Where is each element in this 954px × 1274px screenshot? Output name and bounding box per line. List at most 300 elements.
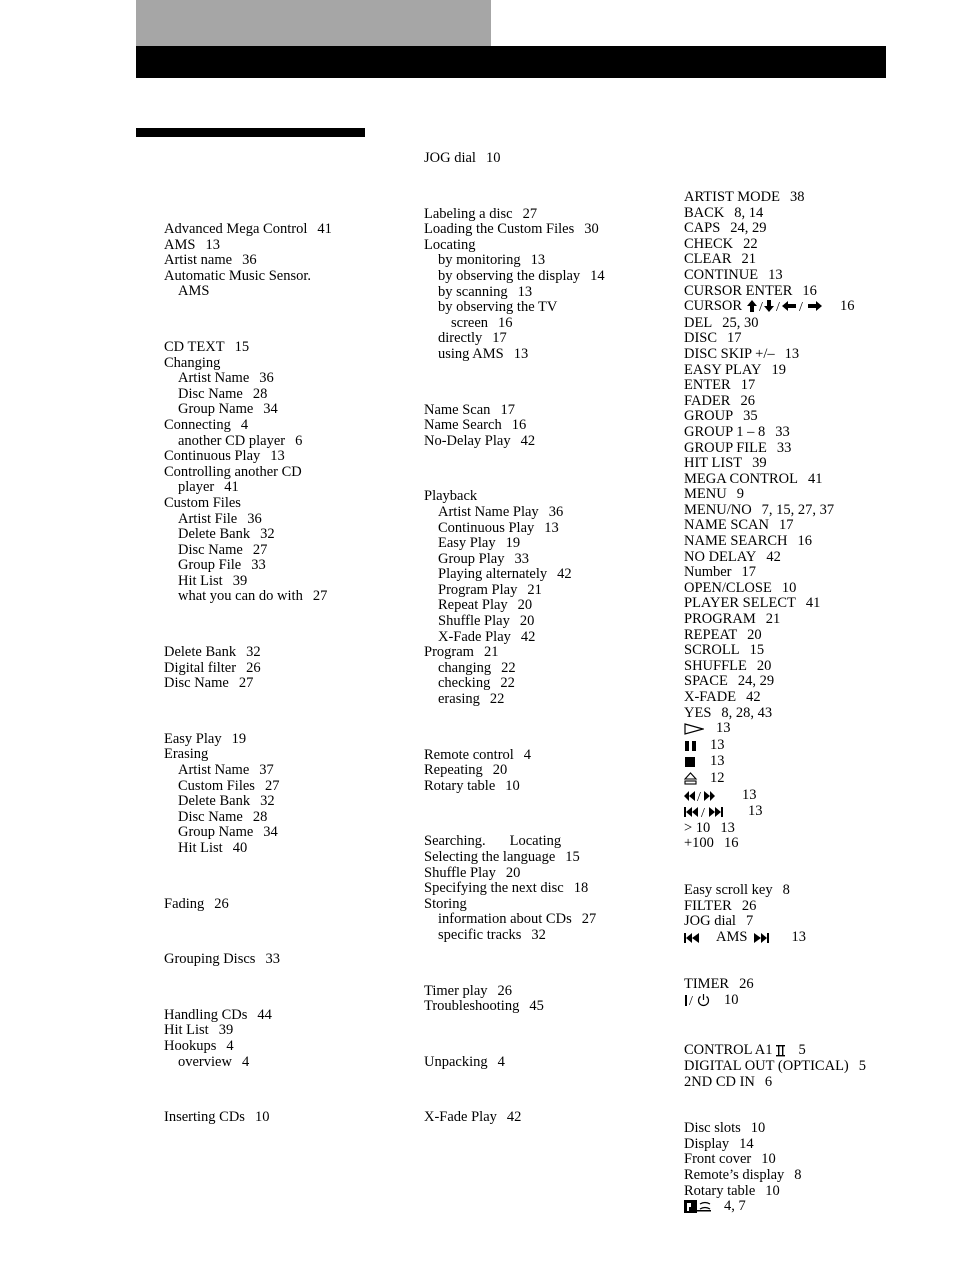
index-term: Playback xyxy=(424,488,478,505)
index-entry-player-select xyxy=(684,596,949,612)
index-entry-another-cd-player xyxy=(164,434,414,450)
index-term: REPEAT xyxy=(684,626,738,643)
index-entry-back xyxy=(684,206,949,222)
index-entry-program xyxy=(424,645,674,661)
index-group-u xyxy=(424,1055,674,1071)
index-term: FILTER xyxy=(684,897,732,914)
index-entry-hit-list xyxy=(164,841,414,857)
index-entry-jog-dial xyxy=(684,914,949,930)
index-term: Erasing xyxy=(164,746,209,763)
index-entry-timer-play xyxy=(424,984,674,1000)
index-term: CHECK xyxy=(684,235,734,252)
index-page-number: 6 xyxy=(295,432,303,449)
index-entry-group-play xyxy=(424,552,674,568)
index-term: Program xyxy=(424,644,474,661)
index-term: NAME SCAN xyxy=(684,517,769,534)
index-term: Locating xyxy=(424,236,476,253)
index-term: erasing xyxy=(438,691,480,708)
index-term: Hit List xyxy=(178,572,223,589)
index-entry-cursor-enter xyxy=(684,284,949,300)
index-entry-labeling-a-disc xyxy=(424,207,674,223)
control-a1-icon xyxy=(776,1044,786,1060)
index-entry-by-scanning xyxy=(424,285,674,301)
index-entry-remote-s-display xyxy=(684,1168,949,1184)
index-term: overview xyxy=(178,1053,232,1070)
index-term: what you can do with xyxy=(178,588,303,605)
index-entry-number xyxy=(684,565,949,581)
index-page-number: 4 xyxy=(240,416,249,433)
index-page-number: 10 xyxy=(485,150,501,166)
index-entry-easy-play xyxy=(424,536,674,552)
index-entry-clear xyxy=(684,252,949,268)
index-entry-fading xyxy=(164,897,414,913)
index-page-number: 13 xyxy=(716,720,731,737)
index-page-number: 30 xyxy=(584,221,599,238)
index-term: SPACE xyxy=(684,673,728,690)
index-entry-delete-bank xyxy=(164,645,414,661)
index-page-number: 4 xyxy=(241,1053,250,1070)
index-page-number: 19 xyxy=(505,535,521,552)
index-page-number: 10 xyxy=(254,1109,270,1126)
index-group-j xyxy=(424,151,674,167)
index-page-number: 34 xyxy=(263,824,278,841)
index-term: Group Play xyxy=(438,550,505,567)
index-entry-playback xyxy=(424,489,674,505)
index-page-number: 17 xyxy=(740,377,756,394)
index-page-number: 13 xyxy=(517,283,533,300)
index-term: by scanning xyxy=(438,283,508,300)
index-page-number: 21 xyxy=(483,644,499,661)
index-term: specific tracks xyxy=(438,926,522,943)
index-entry-name-search xyxy=(684,534,949,550)
index-entry-repeating xyxy=(424,763,674,779)
index-entry-disc-name xyxy=(164,810,414,826)
index-entry-prev-next-icon xyxy=(684,804,949,821)
index-column-3 xyxy=(684,190,949,1216)
index-term: Automatic Music Sensor. xyxy=(164,267,312,284)
index-entry-continue xyxy=(684,268,949,284)
index-column-2 xyxy=(424,151,674,1126)
index-term: AMS xyxy=(164,236,196,253)
index-entry-cd-text xyxy=(164,340,414,356)
index-term: Playing alternately xyxy=(438,566,548,583)
index-page-number: 28 xyxy=(252,385,268,402)
index-page-number: 13 xyxy=(530,252,546,269)
index-page-number: 13 xyxy=(205,236,220,253)
index-page-number: 14 xyxy=(739,1135,754,1152)
index-term: Easy scroll key xyxy=(684,881,773,898)
index-entry-custom-files xyxy=(164,779,414,795)
index-term: X-Fade Play xyxy=(438,628,511,645)
index-group-l xyxy=(424,207,674,363)
index-entry-selecting-the-language xyxy=(424,850,674,866)
index-page-number: 13 xyxy=(791,928,806,945)
index-entry-hit-list xyxy=(164,574,414,590)
index-entry-continuous-play xyxy=(424,521,674,537)
index-term: Grouping Discs xyxy=(164,951,256,968)
index-page-number: 10 xyxy=(750,1120,766,1137)
index-page-number: 16 xyxy=(797,533,813,550)
cursor-arrows-icon xyxy=(746,299,828,316)
index-page-number: 8, 14 xyxy=(734,204,764,221)
index-group-f xyxy=(164,897,414,913)
index-term: JOG dial xyxy=(684,913,736,930)
index-term: CURSOR ENTER xyxy=(684,282,793,299)
index-page-number: 13 xyxy=(768,266,783,283)
index-entry-enter xyxy=(684,378,949,394)
index-page-number: 41 xyxy=(805,595,821,612)
index-term: YES xyxy=(684,704,712,721)
index-page-number: 42 xyxy=(746,689,761,705)
index-entry-storing xyxy=(424,897,674,913)
index-term: GROUP 1 – 8 xyxy=(684,423,766,440)
index-term: CONTINUE xyxy=(684,266,759,283)
index-entry-automatic-music-sensor xyxy=(164,269,414,285)
stop-icon xyxy=(684,755,698,771)
index-term: > 10 xyxy=(684,819,711,836)
index-page-number: 17 xyxy=(741,564,757,581)
index-entry-checking xyxy=(424,676,674,692)
index-entry-open-close xyxy=(684,581,949,597)
index-term: Remote’s display xyxy=(684,1167,785,1184)
index-page-number: 13 xyxy=(710,736,725,753)
index-page-number: 9 xyxy=(736,486,744,503)
index-page-number: 35 xyxy=(743,408,758,425)
index-entry-rotary-table xyxy=(424,779,674,795)
index-term: Shuffle Play xyxy=(438,613,510,630)
prev-next-icon xyxy=(684,805,736,821)
index-page-number: 21 xyxy=(527,581,542,598)
index-term: by observing the TV xyxy=(438,299,558,316)
next-track-icon xyxy=(753,931,779,947)
index-page-number: 24, 29 xyxy=(737,673,775,690)
eject-icon xyxy=(684,772,698,788)
index-entry-program-play xyxy=(424,583,674,599)
index-page-number: 13 xyxy=(720,819,735,836)
index-term: Rotary table xyxy=(684,1182,756,1199)
index-entry-menu-no xyxy=(684,503,949,519)
index-term: Delete Bank xyxy=(164,644,237,661)
index-term: Disc Name xyxy=(178,385,243,402)
index-term: Unpacking xyxy=(424,1053,488,1070)
remote-sensor-icon xyxy=(684,1200,712,1216)
index-entry-specifying-the-next-disc xyxy=(424,881,674,897)
index-entry-custom-files xyxy=(164,496,414,512)
index-group-g xyxy=(164,952,414,968)
index-group-p xyxy=(424,489,674,707)
index-term: EASY PLAY xyxy=(684,361,762,378)
index-term: Handling CDs xyxy=(164,1006,248,1023)
index-entry-artist-name xyxy=(164,253,414,269)
index-entry-playing-alternately xyxy=(424,567,674,583)
header-black-bar xyxy=(136,46,886,78)
index-term: SCROLL xyxy=(684,642,740,659)
index-entry-group-name xyxy=(164,402,414,418)
index-page-number: 39 xyxy=(218,1022,234,1039)
index-page-number: 24, 29 xyxy=(730,220,767,237)
index-term: Disc slots xyxy=(684,1120,741,1137)
index-entry-disc-name xyxy=(164,543,414,559)
index-entry-menu xyxy=(684,487,949,503)
index-page-number: 19 xyxy=(771,361,786,378)
index-entry-delete-bank xyxy=(164,527,414,543)
index-term: BACK xyxy=(684,204,725,221)
index-page-number: 4 xyxy=(226,1037,234,1054)
index-term: Controlling another CD xyxy=(164,463,302,480)
index-entry-x-fade-play xyxy=(424,1110,674,1126)
index-page-number: 16 xyxy=(511,417,527,434)
index-term: Changing xyxy=(164,354,221,371)
index-page-number: 4 xyxy=(523,746,532,763)
index-page-number: 27 xyxy=(522,205,538,222)
index-term: MENU/NO xyxy=(684,501,752,518)
index-entry-loading-the-custom-files xyxy=(424,222,674,238)
index-term: CLEAR xyxy=(684,251,732,268)
index-page-number: 21 xyxy=(765,611,781,628)
index-term: NAME SEARCH xyxy=(684,533,788,550)
pause-icon xyxy=(684,739,698,755)
svg-text:/: / xyxy=(689,993,693,1007)
index-term: Easy Play xyxy=(164,730,222,747)
index-page-number: 8, 28, 43 xyxy=(721,704,773,721)
index-term: +100 xyxy=(684,835,714,852)
index-entry-ams xyxy=(164,284,414,300)
index-term: Labeling a disc xyxy=(424,205,513,222)
index-group-e xyxy=(164,732,414,857)
index-page-number: 15 xyxy=(234,338,250,355)
index-page-number: 39 xyxy=(752,455,767,472)
index-term: Selecting the language xyxy=(424,849,556,865)
play-icon xyxy=(684,722,704,738)
index-page-number: 27 xyxy=(252,541,268,558)
index-entry-artist-mode xyxy=(684,190,949,206)
index-page-number: 36 xyxy=(259,370,274,387)
index-term: Advanced Mega Control xyxy=(164,221,308,237)
index-entry-changing xyxy=(164,356,414,372)
index-page-number: 16 xyxy=(498,314,513,331)
index-page-number: 13 xyxy=(544,519,559,536)
index-term: player xyxy=(178,479,215,496)
index-term: PLAYER SELECT xyxy=(684,595,796,612)
index-entry-overview xyxy=(164,1055,414,1071)
index-page-number: 41 xyxy=(317,221,332,237)
index-term: Continuous Play xyxy=(438,519,535,536)
index-page-number: 17 xyxy=(492,330,507,347)
index-page-number: 14 xyxy=(590,267,605,284)
index-term: directly xyxy=(438,330,483,347)
index-page-number: 20 xyxy=(747,626,762,643)
index-term: screen xyxy=(451,314,489,331)
index-group-t xyxy=(424,984,674,1015)
index-term: Hit List xyxy=(164,1022,209,1039)
index-page-number: 40 xyxy=(232,840,248,856)
index-term: Shuffle Play xyxy=(424,864,496,881)
index-entry-disc xyxy=(684,331,949,347)
index-entry-play-icon xyxy=(684,721,949,738)
index-page-number: 20 xyxy=(505,864,521,881)
index-entry-what-you-can-do-with xyxy=(164,589,414,605)
index-term: Disc Name xyxy=(178,541,243,558)
index-page-number: 10 xyxy=(765,1182,780,1199)
index-term: another CD player xyxy=(178,432,286,449)
index-entry-display xyxy=(684,1137,949,1153)
index-page-number: 10 xyxy=(724,991,739,1008)
index-entry-erasing xyxy=(164,747,414,763)
index-page-number: 38 xyxy=(789,189,805,205)
index-entry-screen xyxy=(424,316,674,332)
index-page-number: 19 xyxy=(231,730,247,747)
index-term: Rotary table xyxy=(424,777,496,794)
index-term: checking xyxy=(438,675,491,692)
index-page-number: 21 xyxy=(741,251,757,268)
index-entry-advanced-mega-control xyxy=(164,222,414,238)
index-term: Group Name xyxy=(178,401,254,418)
index-entry-check xyxy=(684,237,949,253)
index-entry-easy-scroll-key xyxy=(684,883,949,899)
index-group-i xyxy=(164,1110,414,1126)
index-page-number: 42 xyxy=(506,1109,522,1126)
index-group-x xyxy=(424,1110,674,1126)
index-page-number: 33 xyxy=(776,439,792,456)
index-term: by monitoring xyxy=(438,252,521,269)
index-term: Searching. xyxy=(424,833,486,850)
index-term: AMS xyxy=(716,928,748,945)
index-term: CAPS xyxy=(684,220,721,237)
index-term: Easy Play xyxy=(438,535,496,552)
index-term: Disc Name xyxy=(164,675,229,692)
index-term: Name Scan xyxy=(424,401,491,418)
index-entry-ams xyxy=(684,930,949,947)
index-page-number: 13 xyxy=(513,345,529,362)
index-page-number: 33 xyxy=(514,550,529,567)
index-term: GROUP FILE xyxy=(684,439,767,456)
index-page-number: 26 xyxy=(741,897,757,914)
index-entry-100 xyxy=(684,836,949,852)
index-entry-grouping-discs xyxy=(164,952,414,968)
index-entry-digital-filter xyxy=(164,661,414,677)
index-term: Name Search xyxy=(424,417,502,434)
index-term: CURSOR xyxy=(684,298,743,315)
index-term: Artist Name Play xyxy=(438,503,539,520)
index-page-number: Locating xyxy=(509,833,562,850)
index-entry-hookups xyxy=(164,1039,414,1055)
index-group-h xyxy=(164,1008,414,1070)
index-entry-scroll xyxy=(684,643,949,659)
index-entry-repeat-play xyxy=(424,598,674,614)
index-page-number: 16 xyxy=(840,298,855,315)
index-page-number: 18 xyxy=(573,880,589,897)
index-term: X-Fade Play xyxy=(424,1109,497,1126)
index-term: DIGITAL OUT (OPTICAL) xyxy=(684,1058,849,1075)
index-entry-by-observing-the-tv xyxy=(424,300,674,316)
index-page-number: 10 xyxy=(505,777,520,794)
index-group-rear-panel xyxy=(684,1043,949,1091)
index-page-number: 42 xyxy=(557,566,572,583)
index-entry-artist-name xyxy=(164,371,414,387)
index-term: Fading xyxy=(164,895,205,912)
index-entry-pause-icon xyxy=(684,738,949,755)
index-entry-disc-name xyxy=(164,387,414,403)
index-term: Disc Name xyxy=(178,808,243,825)
index-term: Group Name xyxy=(178,824,254,841)
index-page-number: 13 xyxy=(748,803,763,820)
index-term: changing xyxy=(438,659,492,676)
index-entry-rotary-table xyxy=(684,1184,949,1200)
index-entry-group-1-8 xyxy=(684,425,949,441)
index-entry-name-scan xyxy=(684,518,949,534)
index-page-number: 42 xyxy=(766,548,781,565)
index-term: information about CDs xyxy=(438,911,572,928)
index-entry-group-name xyxy=(164,825,414,841)
index-term: PROGRAM xyxy=(684,611,756,628)
index-entry-artist-file xyxy=(164,512,414,528)
index-entry-space xyxy=(684,674,949,690)
index-entry-del xyxy=(684,316,949,332)
index-entry-group xyxy=(684,409,949,425)
index-entry-fader xyxy=(684,394,949,410)
index-page-number: 27 xyxy=(238,675,254,692)
index-entry-group-file xyxy=(164,558,414,574)
index-entry-program xyxy=(684,612,949,628)
index-term: DISC SKIP +/– xyxy=(684,345,775,362)
index-term: CONTROL A1 xyxy=(684,1041,773,1058)
index-entry-continuous-play xyxy=(164,449,414,465)
index-term: HIT LIST xyxy=(684,455,743,472)
index-entry-hit-list xyxy=(164,1023,414,1039)
index-term: OPEN/CLOSE xyxy=(684,579,772,596)
index-page-number: 25, 30 xyxy=(722,314,759,331)
index-term: Number xyxy=(684,564,732,581)
index-page-number: 33 xyxy=(265,951,280,968)
index-term: Artist Name xyxy=(178,370,250,387)
index-group-n xyxy=(424,403,674,450)
index-entry-connecting xyxy=(164,418,414,434)
index-page-number: 20 xyxy=(519,613,535,630)
svg-text:/: / xyxy=(759,300,763,314)
index-entry-cursor xyxy=(684,299,949,316)
index-page-number: 32 xyxy=(246,644,261,661)
index-page-number: 17 xyxy=(727,330,742,347)
index-page-number: 32 xyxy=(260,526,275,543)
index-term: Hookups xyxy=(164,1037,217,1054)
index-term: 2ND CD IN xyxy=(684,1073,755,1090)
index-term: NO DELAY xyxy=(684,548,757,565)
index-page-number: 17 xyxy=(779,517,794,534)
index-page-number: 4, 7 xyxy=(724,1198,746,1215)
index-page-number: 27 xyxy=(312,588,328,605)
index-entry-caps xyxy=(684,221,949,237)
index-page-number: 13 xyxy=(270,448,285,465)
index-entry-shuffle-play xyxy=(424,614,674,630)
index-term: DEL xyxy=(684,314,713,331)
index-entry-specific-tracks xyxy=(424,928,674,944)
index-term: CD TEXT xyxy=(164,338,225,355)
index-page-number: 8 xyxy=(782,881,790,898)
index-page-number: 32 xyxy=(531,926,546,943)
index-page-number: 26 xyxy=(214,895,229,912)
index-term: using AMS xyxy=(438,345,504,362)
index-term: Hit List xyxy=(178,840,223,856)
index-page-number: 36 xyxy=(242,252,257,269)
index-page-number: 22 xyxy=(743,235,758,252)
index-term: FADER xyxy=(684,392,731,409)
index-entry-shuffle xyxy=(684,659,949,675)
index-page-number: 13 xyxy=(784,345,800,362)
index-entry-directly xyxy=(424,331,674,347)
index-entry-searching xyxy=(424,834,674,850)
svg-text:/: / xyxy=(776,300,780,314)
index-page-number: 36 xyxy=(247,510,262,527)
